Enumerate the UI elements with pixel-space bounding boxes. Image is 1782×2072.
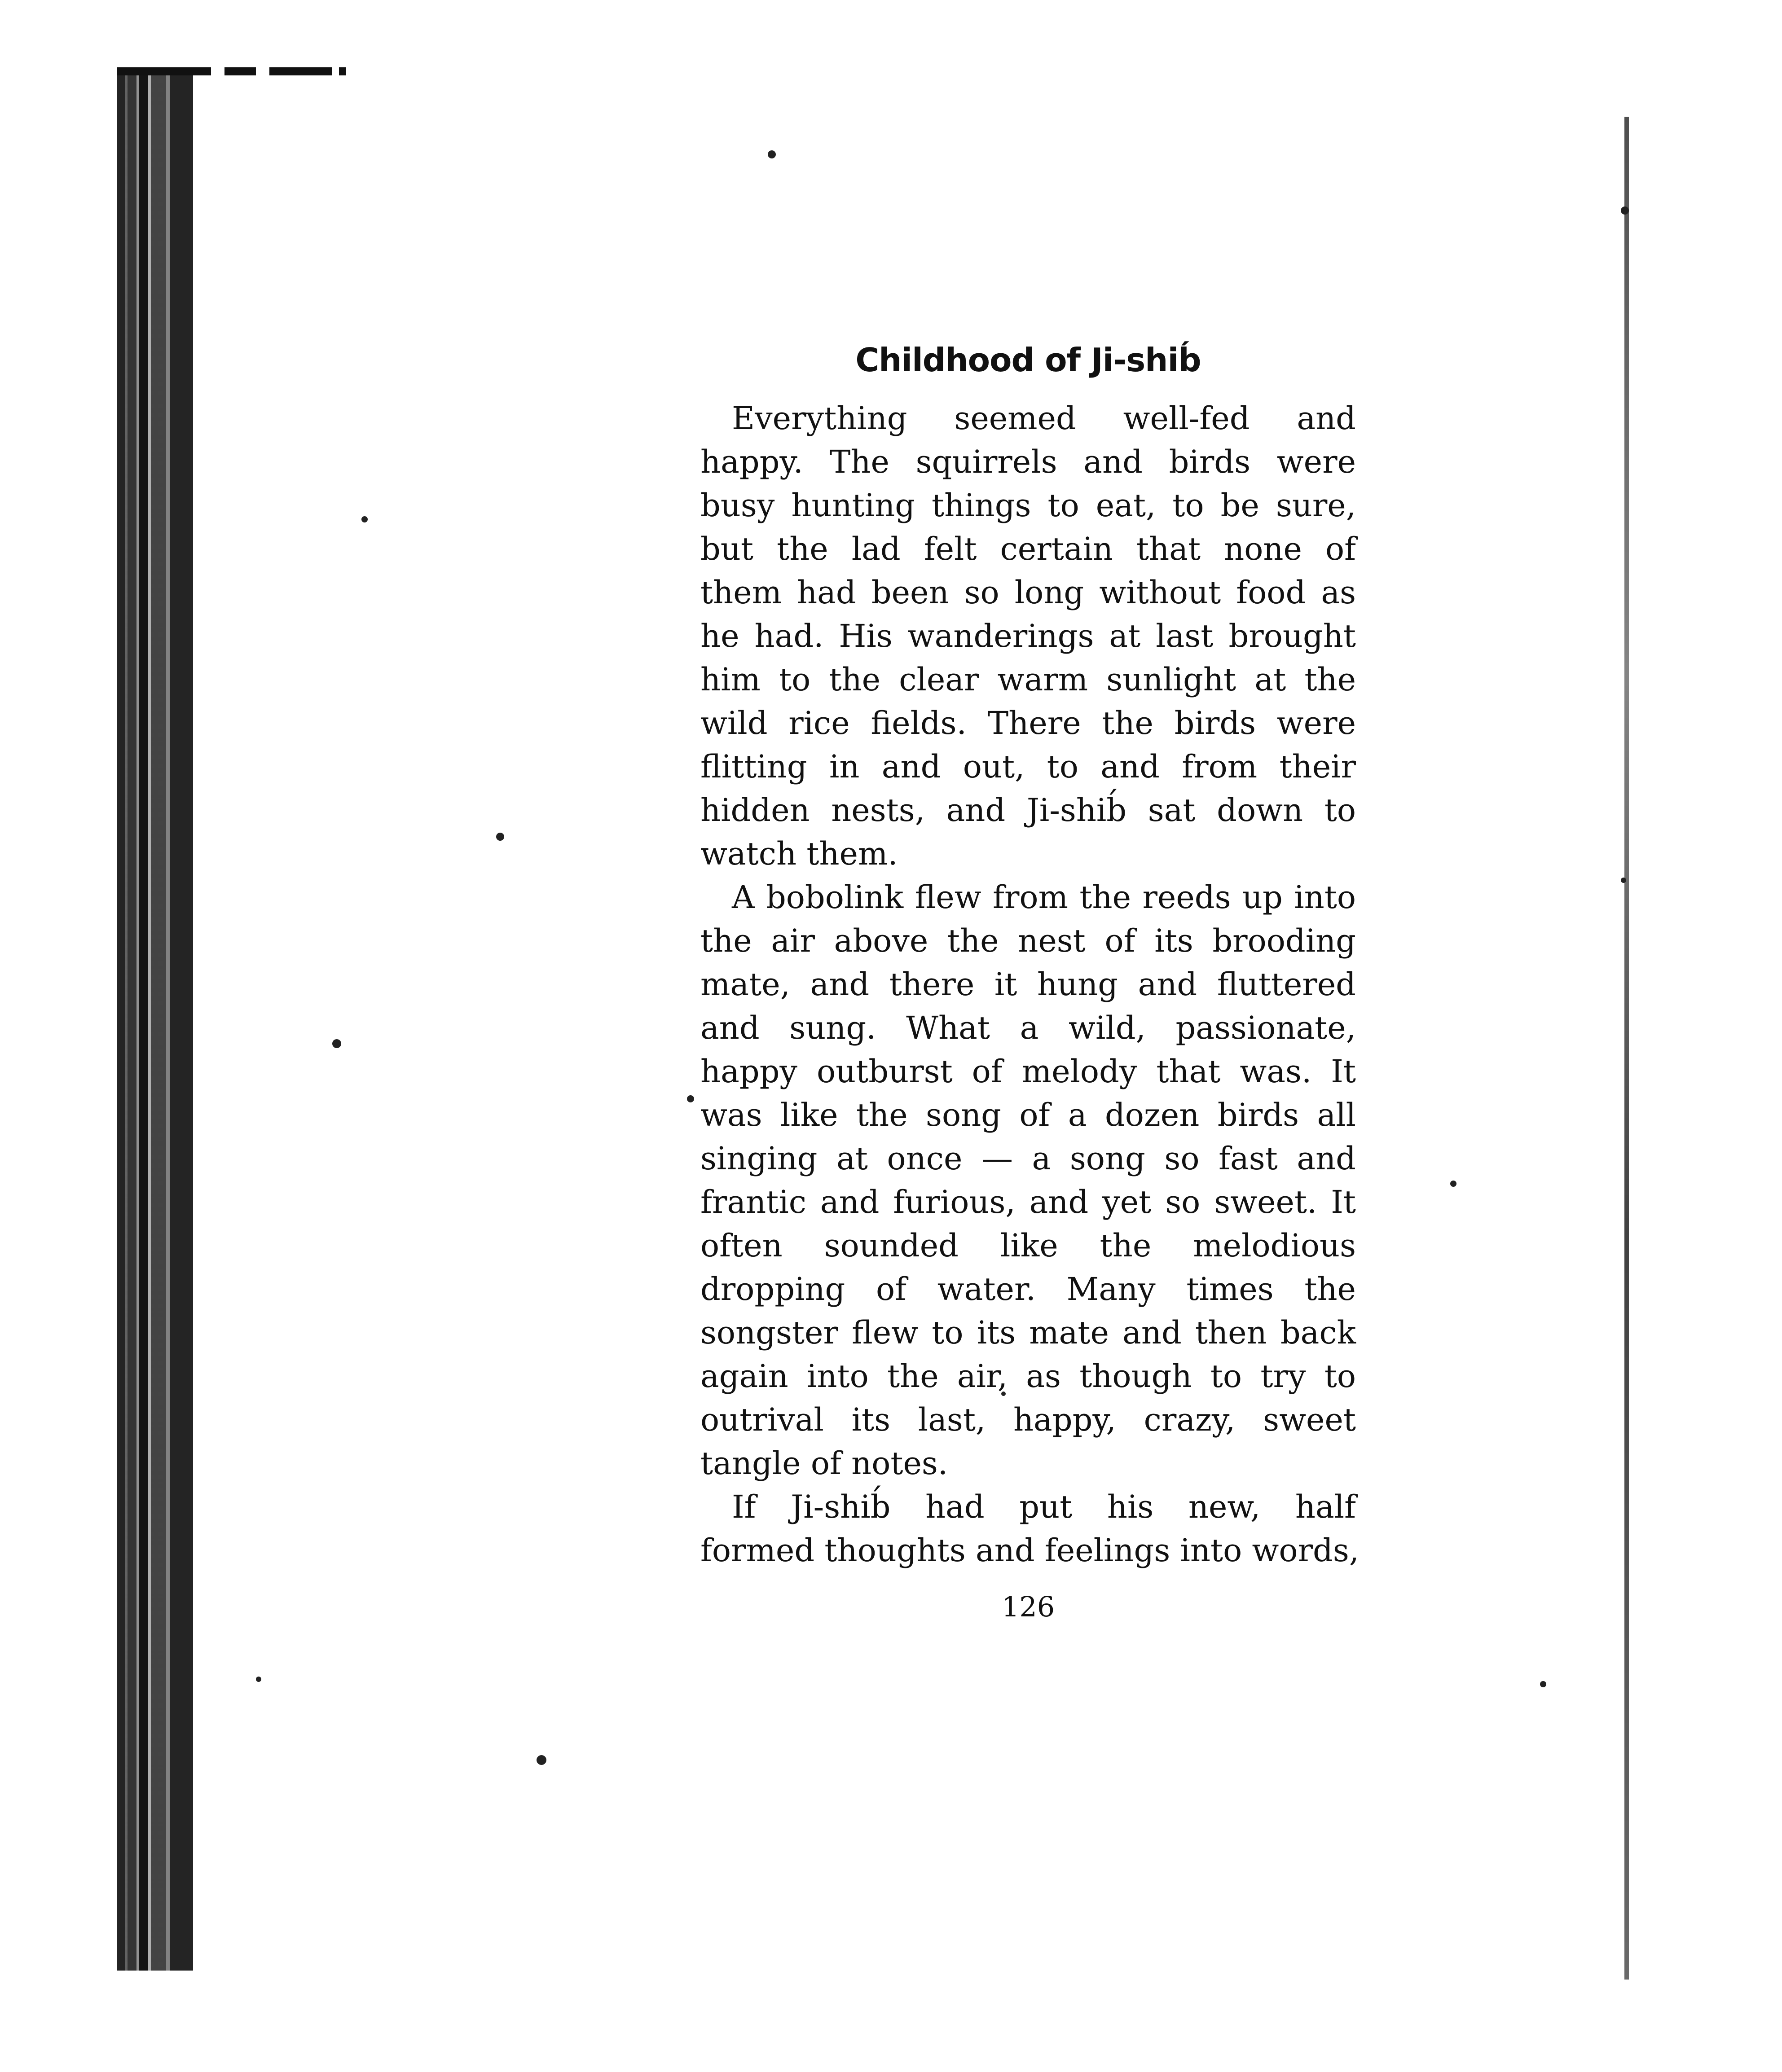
text-line: If Ji-shib́ had put his new, half (732, 1488, 1356, 1525)
text-line: singing at once — a song so fast and (700, 1140, 1356, 1177)
paragraph-1 (700, 397, 1356, 876)
text-line: the air above the nest of its brooding (700, 922, 1356, 959)
page-text-block (700, 341, 1359, 1623)
text-line: he had. His wanderings at last brought (700, 618, 1356, 654)
text-line: dropping of water. Many times the (700, 1271, 1356, 1308)
text-line: frantic and furious, and yet so sweet. It (700, 1184, 1356, 1220)
text-line: A bobolink flew from the reeds up into (732, 879, 1356, 916)
dust-speck (1540, 1681, 1546, 1687)
text-line: again into the air, as though to try to (700, 1358, 1356, 1395)
page-number: 126 (1001, 1590, 1055, 1623)
text-line: wild rice fields. There the birds were (700, 705, 1356, 742)
text-line: and sung. What a wild, passionate, (700, 1010, 1356, 1046)
dust-speck (768, 150, 776, 158)
text-line: formed thoughts and feelings into words, (700, 1532, 1359, 1569)
top-edge-artifact (339, 67, 346, 75)
text-line: happy. The squirrels and birds were (700, 443, 1356, 480)
text-line: songster flew to its mate and then back (700, 1314, 1356, 1351)
text-line: often sounded like the melodious (700, 1227, 1356, 1264)
text-line: Everything seemed well-fed and (732, 400, 1356, 437)
dust-speck (537, 1755, 546, 1765)
paragraph-3 (700, 1485, 1359, 1572)
dust-speck (361, 516, 368, 522)
text-line: outrival its last, happy, crazy, sweet (700, 1401, 1356, 1438)
dust-speck (1621, 878, 1626, 883)
text-line: him to the clear warm sunlight at the (700, 661, 1356, 698)
text-line: mate, and there it hung and fluttered (700, 966, 1356, 1003)
paragraph-2 (700, 876, 1356, 1485)
text-line: busy hunting things to eat, to be sure, (700, 487, 1356, 524)
dust-speck (256, 1677, 261, 1682)
top-edge-artifact (117, 67, 211, 75)
text-line: happy outburst of melody that was. It (700, 1053, 1356, 1090)
text-line: watch them. (700, 835, 898, 872)
binding-edge-artifact (117, 67, 193, 1971)
dust-speck (496, 833, 504, 841)
text-line: hidden nests, and Ji-shib́ sat down to (700, 792, 1356, 829)
dust-speck (1621, 206, 1629, 215)
right-edge-artifact (1624, 117, 1629, 1980)
text-line: them had been so long without food as (700, 574, 1356, 611)
dust-speck (687, 1095, 694, 1102)
top-edge-artifact (224, 67, 256, 75)
text-line: flitting in and out, to and from their (700, 748, 1356, 785)
dust-speck (1450, 1181, 1456, 1187)
dust-speck (332, 1039, 341, 1048)
text-line: tangle of notes. (700, 1445, 948, 1482)
text-line: but the lad felt certain that none of (700, 531, 1356, 567)
running-head: Childhood of Ji-shib́ (855, 341, 1201, 379)
text-line: was like the song of a dozen birds all (700, 1097, 1356, 1133)
top-edge-artifact (269, 67, 332, 75)
